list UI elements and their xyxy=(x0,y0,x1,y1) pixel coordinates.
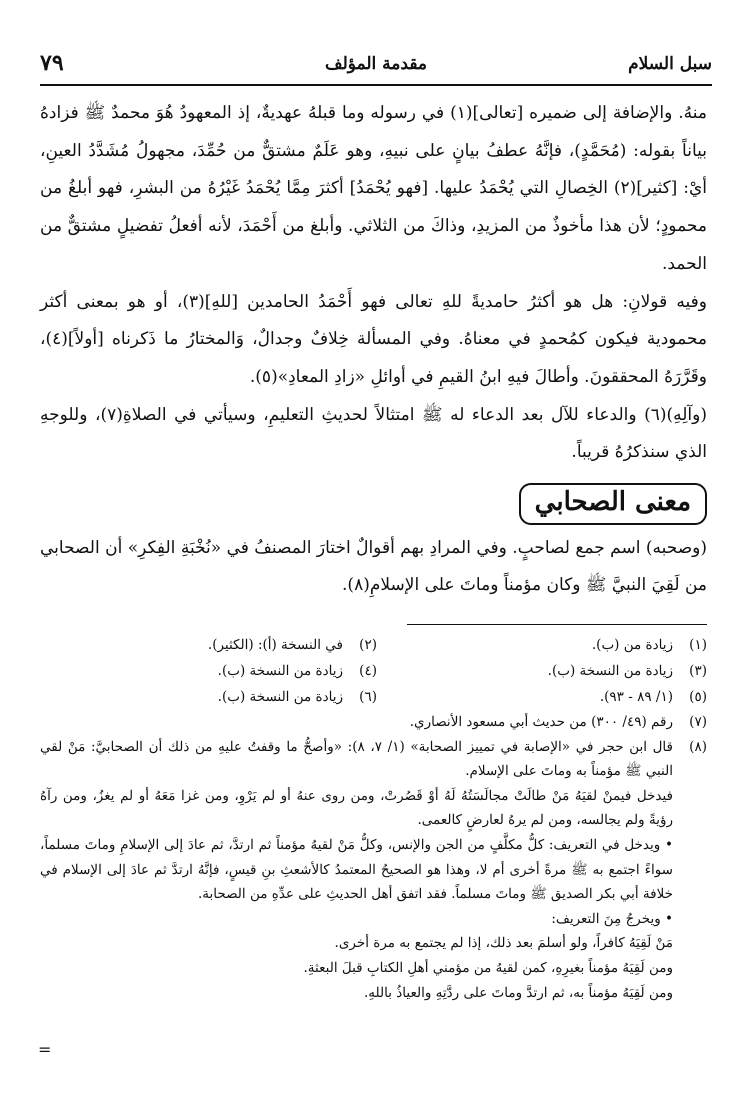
footnote-line: ومن لَقِيَهُ مؤمناً به، ثم ارتدَّ وماتَ على ردَّتِهِ والعياذُ باللهِ. xyxy=(364,984,673,1001)
footnote-line: مَنْ لَقِيَهُ كافراً، ولو أسلمَ بعد ذلك، إذا لم يجتمع به مرة أخرى. xyxy=(334,935,673,952)
footnote-number: (٨) xyxy=(689,738,707,755)
footnote-row xyxy=(47,684,707,710)
footnote xyxy=(40,710,707,735)
footnote-text: زيادة من النسخة (ب). xyxy=(547,663,673,679)
footnote-separator xyxy=(407,624,707,625)
paragraph: (وآلِهِ)(٦) والدعاء للآل بعد الدعاء له ﷺ امتثالاً لحديثِ التعليمِ، وسيأتي في الصلاةِ(٧)، وللوجهِ الذي سنذكرُهُ قريباً. xyxy=(40,404,707,463)
footnote-line: • ويخرجُ مِنَ التعريف: xyxy=(551,910,673,927)
footnote xyxy=(377,684,707,710)
footnote-number: (٧) xyxy=(689,714,707,730)
page-number: ٧٩ xyxy=(40,50,64,76)
footnote xyxy=(377,658,707,684)
header-rule xyxy=(40,84,712,86)
footnote-body xyxy=(40,735,673,1006)
footnote xyxy=(47,632,377,658)
footnote-line: قال ابن حجر في «الإصابة في تمييز الصحابة» (١/ ٧، ٨): «وأصحُّ ما وقفتُ عليهِ من ذلك أن الصحابيَّ: مَنْ لقي النبي ﷺ مؤمناً به وماتَ على الإسلام. xyxy=(40,738,673,780)
footnote-line: ومن لَقِيَهُ مؤمناً بغيرِهِ، كمن لقيهُ من مؤمني أهلِ الكتابِ قبلَ البعثةِ. xyxy=(303,959,673,976)
paragraph: منهُ. والإضافة إلى ضميره [تعالى](١) في رسوله وما قبلهُ عهديةٌ، إذ المعهودُ هُوَ محمدٌ ﷺ فزادهُ بياناً بقوله: (مُحَمَّدٍ)، فإنَّهُ عطفُ بيانٍ على نبيهِ، وهو عَلَمٌ مشتقٌّ من حُمِّدَ، مجهولُ مُشَدَّدُ العينِ، أيْ: [كثير](٢) الخِصالِ التي يُحْمَدُ عليها. [فهو يُحْمَدُ] أكثرَ مِمَّا يُحْمَدُ غَيْرُهُ من البشرِ، فهو أبلغُ من محمودٍ؛ لأن هذا مأخوذٌ من المزيدِ، وذاكَ من الثلاثي. وأبلغ من أَحْمَدَ، لأنه أفعلُ تفضيلٍ مشتقٌّ من الحمد. xyxy=(40,103,707,274)
section-heading: معنى الصحابي xyxy=(519,483,707,525)
section-heading-box xyxy=(519,483,707,525)
footnote-row xyxy=(47,658,707,684)
page-header xyxy=(40,50,712,80)
footnote-line: • ويدخل في التعريف: كلُّ مكلَّفٍ من الجن والإنس، وكلُّ مَنْ لقيهُ مؤمناً ثم ارتدَّ، ثم عادَ إلى الإسلامِ وماتَ مسلماً، سواءً اجتمع به ﷺ مرةً أخرى أم لا، وهذا هو الصحيحُ المعتمدُ كالأشعثِ بنِ قيسٍ، فإنَّهُ ارتدَّ ثم عادَ إلى الإسلام في خلافة أبي بكر الصديق ﷺ وماتَ مسلماً. فقد اتفق أهل الحديثِ على عدِّهِ من الصحابة. xyxy=(40,836,673,903)
footnote-text: زيادة من (ب). xyxy=(591,637,673,653)
footnote-number: (٤) xyxy=(359,663,377,679)
paragraph: وفيه قولانِ: هل هو أكثرُ حامديةً للهِ تعالى فهو أَحْمَدُ الحامدين [للهِ](٣)، أو هو بمعنى أكثر محمودية فيكون كمُحمدٍ في معناهُ. وفي المسألة خِلافٌ وجدالٌ، وَالمختارُ ما ذَكرناه [أولاً](٤)، وقَرَّرَهُ المحققونَ. وأطالَ فيهِ ابنُ القيمِ في أوائلِ «زادِ المعادِ»(٥). xyxy=(40,291,707,387)
footnote-number: (١) xyxy=(689,637,707,653)
paragraph: (وصحبه) اسم جمع لصاحبٍ. وفي المرادِ بهم أقوالٌ اختارَ المصنفُ في «نُخْبَةِ الفِكرِ» أن الصحابي من لَقِيَ النبيَّ ﷺ وكان مؤمناً وماتَ على الإسلامِ(٨). xyxy=(40,538,707,595)
footnote-text: زيادة من النسخة (ب). xyxy=(217,689,343,705)
footnote xyxy=(40,735,707,1006)
footnote-text: (١/ ٨٩ - ٩٣). xyxy=(599,689,673,705)
footnote xyxy=(47,684,377,710)
book-title: سبل السلام xyxy=(628,54,712,74)
footnote-number: (٢) xyxy=(359,637,377,653)
footnote-number: (٦) xyxy=(359,689,377,705)
margin-mark: = xyxy=(38,1040,52,1059)
main-text xyxy=(40,95,707,472)
footnotes-grid xyxy=(47,632,707,710)
footnote-line: فيدخل فيمنْ لقيَهُ مَنْ طالَتْ مجالَسَتُهُ لَهُ أوْ قَصُرتْ، ومن روى عنهُ أو لم يَرْوِ، ومن غزا مَعَهُ أو لم يغزُ، ومن رآهُ رؤيةً ولم يجالسه، ومن لم يرهُ لعارضٍ كالعمى. xyxy=(40,787,673,829)
footnote-text: زيادة من النسخة (ب). xyxy=(217,663,343,679)
footnote-row xyxy=(47,632,707,658)
footnote xyxy=(47,658,377,684)
footnote-text: في النسخة (أ): (الكثير). xyxy=(207,637,343,653)
main-text-continued xyxy=(40,530,707,604)
footnote-number: (٣) xyxy=(689,663,707,679)
footnote-text: رقم (٤٩/ ٣٠٠) من حديث أبي مسعود الأنصاري. xyxy=(409,714,673,730)
footnote xyxy=(377,632,707,658)
footnote-number: (٥) xyxy=(689,689,707,705)
chapter-title: مقدمة المؤلف xyxy=(324,54,428,74)
footnotes-list xyxy=(40,710,707,1005)
